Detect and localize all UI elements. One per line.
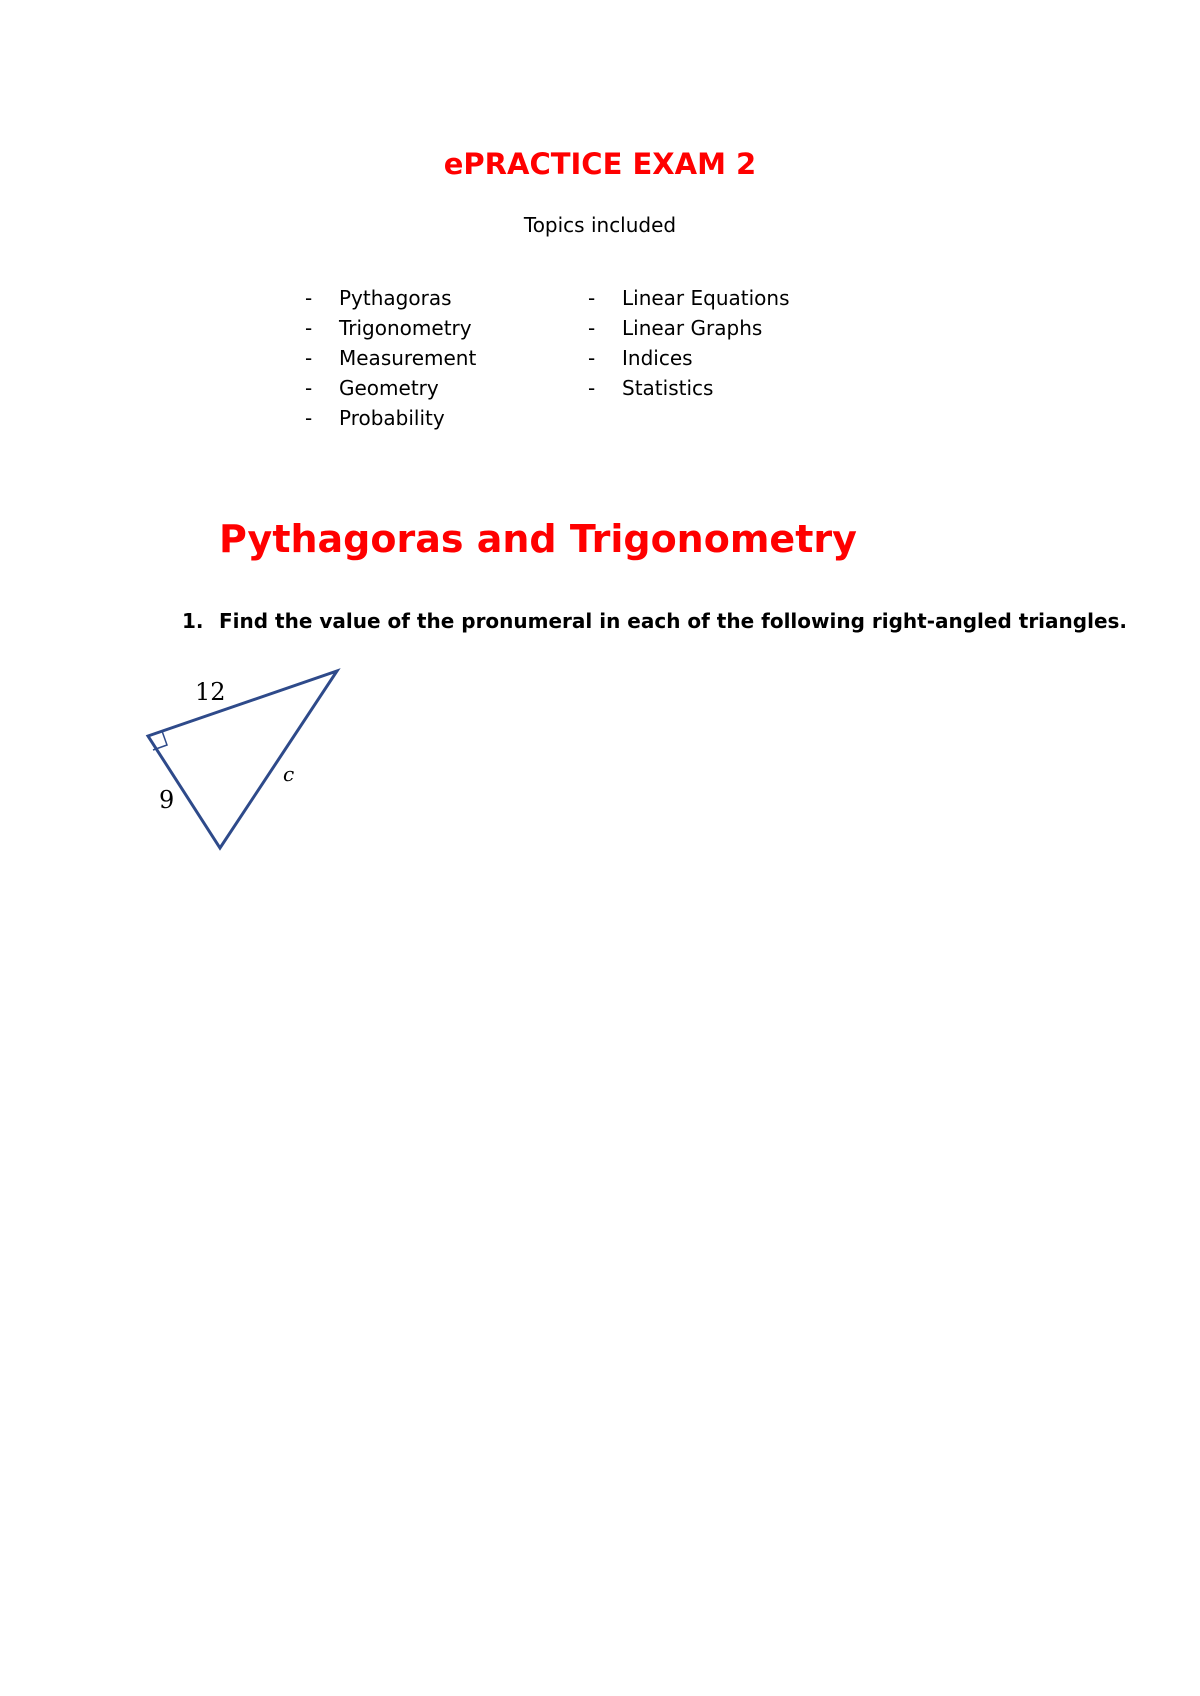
topic-label: Pythagoras xyxy=(339,286,452,310)
page-title: ePRACTICE EXAM 2 xyxy=(443,147,757,181)
topic-list-right xyxy=(588,283,790,403)
section-heading: Pythagoras and Trigonometry xyxy=(219,517,857,561)
question-number: 1. xyxy=(182,609,204,633)
side-label-left: 9 xyxy=(159,786,175,814)
topic-item xyxy=(588,313,790,343)
question-1 xyxy=(182,611,1127,631)
topic-item xyxy=(588,343,790,373)
topic-item xyxy=(305,403,476,433)
topic-dash: - xyxy=(305,406,313,430)
topic-dash: - xyxy=(305,376,313,400)
topic-label: Statistics xyxy=(622,376,714,400)
side-label-top: 12 xyxy=(195,678,226,706)
topic-label: Linear Equations xyxy=(622,286,790,310)
topic-label: Probability xyxy=(339,406,445,430)
page-subtitle: Topics included xyxy=(523,213,677,237)
side-label-hypotenuse: c xyxy=(283,762,295,786)
topic-dash: - xyxy=(588,316,596,340)
topic-label: Trigonometry xyxy=(339,316,472,340)
topic-dash: - xyxy=(588,286,596,310)
topic-label: Linear Graphs xyxy=(622,316,763,340)
topic-item xyxy=(305,373,476,403)
topic-label: Indices xyxy=(622,346,693,370)
topic-item xyxy=(305,313,476,343)
topic-dash: - xyxy=(305,286,313,310)
triangle-outline xyxy=(148,671,337,848)
topic-dash: - xyxy=(305,316,313,340)
topic-item xyxy=(305,343,476,373)
topic-label: Measurement xyxy=(339,346,477,370)
topic-dash: - xyxy=(305,346,313,370)
topic-label: Geometry xyxy=(339,376,439,400)
topic-item xyxy=(588,373,790,403)
topic-list-left xyxy=(305,283,476,433)
question-text: Find the value of the pronumeral in each of the following right-angled triangles. xyxy=(219,609,1128,633)
topic-item xyxy=(305,283,476,313)
triangle-figure xyxy=(140,660,360,864)
triangle-diagram xyxy=(140,660,360,860)
topic-item xyxy=(588,283,790,313)
topic-dash: - xyxy=(588,346,596,370)
topic-dash: - xyxy=(588,376,596,400)
